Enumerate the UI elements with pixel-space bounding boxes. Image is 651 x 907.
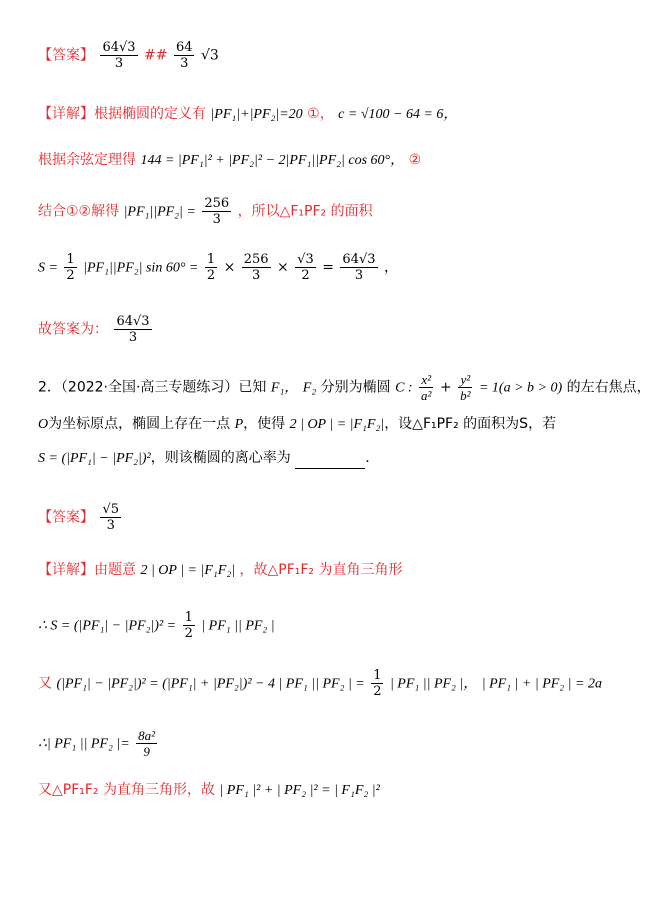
q1-final-text: 故答案为： [38,321,108,338]
q2-step1-fraction: $\frac{1}{2}$ [184,610,193,641]
q1-answer-sep: ## [144,47,168,64]
q2-stem-l1-c: F₂ [302,380,317,396]
q1-cos-line [38,150,421,171]
q1-answer-fraction: $\frac{64√3}{3}$ [102,40,136,71]
q2-stem-l1-a: 2．（2022·全国·高三专题练习）已知 [38,379,267,396]
q2-detail-math: 2 | OP | = |F₁F₂| [140,563,236,578]
q1-combine-text1: 结合①②解得 [38,203,120,220]
q2-answer-blank [295,454,365,469]
q2-stem-l1-b: F₁， [270,380,299,396]
q2-stem-l2-a: O [38,417,49,432]
q1-combine-text2: ，所以△F₁PF₂ 的面积 [237,203,373,220]
q2-stem-l2-c: P [234,417,244,432]
q2-step3-line [38,728,159,759]
q1-detail-line [38,104,457,125]
q2-step1-lhs: ∴ S = (|PF₁| − |PF₂|)² = [38,618,177,634]
q2-detail-text1: 由题意 [94,562,136,578]
q2-answer-fraction: $\frac{√5}{3}$ [102,502,120,533]
q1-combine-math: |PF₁||PF₂| = [123,204,196,220]
q2-detail-tag: 【详解】 [38,562,94,578]
q1-cos-math: 144 = |PF₁|² + |PF₂|² − 2|PF₁||PF₂| cos 60°， [140,153,405,168]
q2-ellipse-rest: = 1(a > b > 0) [478,380,563,396]
q2-step1-rhs: | PF₁ || PF₂ | [201,618,275,634]
q2-step2-prefix: 又 [38,675,52,692]
q2-step2-math: (|PF₁| − |PF₂|)² = (|PF₁| + |PF₂|)² − 4 | PF₁ || PF₂ | = [56,676,365,692]
q2-step2-line [38,668,602,699]
q1-detail-text: 根据椭圆的定义有 [94,106,206,122]
q1-cos-text: 根据余弦定理得 [38,152,136,168]
q2-step3-fraction: $\frac{\text{8a²}}{9}$ [138,728,156,759]
q1-area-eq: = [322,259,334,276]
q1-combine-fraction: $\frac{256}{3}$ [204,196,230,227]
q1-answer-line [38,40,219,71]
q1-final-line [38,314,154,345]
q2-step4-prefix: 又△PF₁F₂ 为直角三角形，故 [38,782,215,798]
q1-area-times2: × [277,259,289,276]
q2-stem-l1-e: C : [395,380,413,396]
q2-stem-l2-e: 2 | OP | = |F₁F₂| [289,417,385,432]
q2-step3-lhs: ∴| PF₁ || PF₂ |= [38,736,130,752]
q1-cos-mark: ② [408,152,422,168]
q1-area-f4: $\frac{√3}{2}$ [297,252,314,283]
q1-area-mid: |PF₁||PF₂| sin 60° = [83,260,199,276]
q2-ellipse-y-fraction: $\frac{\text{y²}}{\text{b²}}$ [460,372,471,403]
q1-area-f1: $\frac{1}{2}$ [66,252,75,283]
q1-area-lhs: S = [38,260,58,276]
q1-answer-alt-fraction: $\frac{64}{3}$ [175,40,193,71]
q2-stem-l2-d: ，使得 [243,416,286,432]
q2-step2-rhs: | PF₁ || PF₂ |， [389,676,478,692]
q2-stem-l3-c: . [365,450,370,466]
q2-stem-l2-b: 为坐标原点，椭圆上存在一点 [48,416,231,432]
q1-area-end: ， [383,259,398,276]
q1-area-times1: × [223,259,236,276]
q2-stem-l1-f: 的左右焦点， [566,379,651,396]
q1-answer-alt-tail: √3 [200,47,219,64]
q2-step4-math: | PF₁ |² + | PF₂ |² = | F₁F₂ |² [219,783,380,798]
q2-stem-l2-f: ，设△F₁PF₂ 的面积为S，若 [384,416,557,432]
q2-stem-l3-b: ，则该椭圆的离心率为 [150,450,291,466]
q2-stem-line2 [38,414,556,435]
q1-area-f3: $\frac{256}{3}$ [243,252,269,283]
q2-step4-line [38,780,380,801]
q2-stem-line3 [38,448,370,469]
q2-stem-l3-a: S = (|PF₁| − |PF₂|)² [38,451,151,466]
q2-stem-line1 [38,372,651,403]
q1-detail-tag: 【详解】 [38,106,94,122]
q2-step1-line [38,610,275,641]
q2-stem-l1-d: 分别为椭圆 [320,379,391,396]
q1-area-line [38,252,398,283]
q1-area-f5: $\frac{64√3}{3}$ [342,252,376,283]
q2-step2-tail: | PF₁ | + | PF₂ | = 2a [481,676,602,692]
q1-area-f2: $\frac{1}{2}$ [206,252,216,283]
q2-answer-line [38,502,123,533]
q2-answer-tag: 【答案】 [38,509,94,526]
q1-detail-c: c = √100 − 64 = 6， [338,107,458,122]
q1-detail-mark1: ①， [307,106,334,122]
q2-detail-line [38,560,403,581]
q1-combine-line [38,196,373,227]
q2-ellipse-x-fraction: $\frac{\text{x²}}{\text{a²}}$ [421,372,432,403]
q2-step2-fraction: $\frac{1}{2}$ [373,668,382,699]
q1-answer-tag: 【答案】 [38,47,94,64]
q1-final-fraction: $\frac{64√3}{3}$ [116,314,150,345]
q2-detail-text2: ，故△PF₁F₂ 为直角三角形 [239,562,403,578]
q2-ellipse-plus: + [439,379,452,396]
q1-detail-math: |PF₁|+|PF₂|=20 [210,107,303,122]
